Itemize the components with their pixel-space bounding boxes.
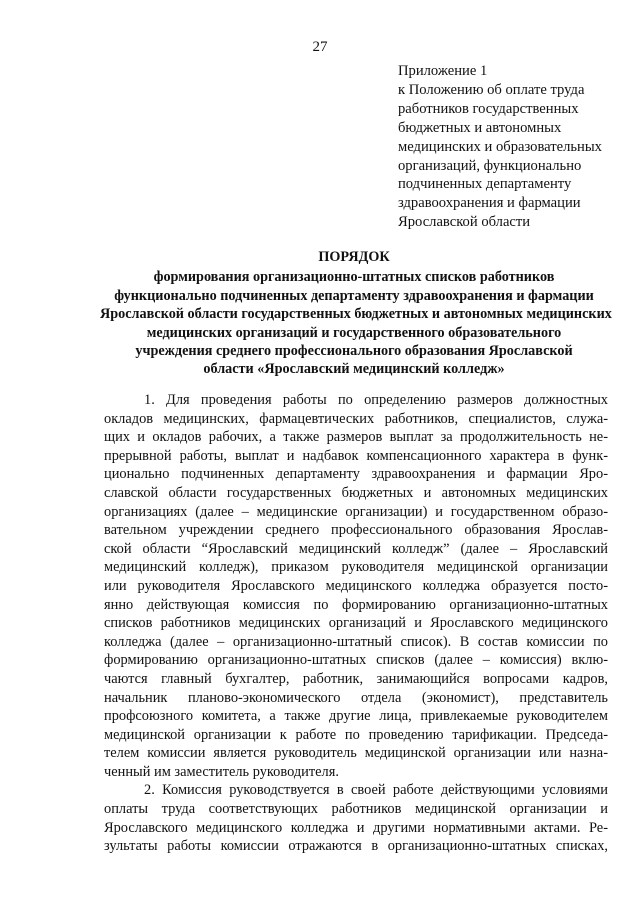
appendix-note	[398, 62, 628, 232]
paragraph-1-line: медицинский колледж), приказом руководителя медицинской организации	[104, 559, 608, 576]
appendix-line: бюджетных и автономных	[398, 119, 562, 136]
paragraph-1-line: организациях (далее – медицинские организации) и государственном образо-	[104, 503, 608, 520]
appendix-line: подчиненных департаменту	[398, 176, 572, 193]
title-line: медицинских организаций и государственного образовательного	[146, 324, 562, 341]
title-heading: ПОРЯДОК	[318, 249, 390, 265]
paragraph-1-line: славской области государственных бюджетных и автономных медицинских	[104, 484, 608, 501]
paragraph-1-line: окладов медицинских, фармацевтических работников, специалистов, служа-	[104, 410, 608, 427]
paragraph-1-line: медицинской организации к работе по проведению тарификации. Председа-	[104, 726, 608, 743]
paragraph-1-line: или руководителя Ярославского медицинского колледжа образуется посто-	[104, 577, 608, 594]
body-text	[104, 391, 608, 856]
appendix-line: Приложение 1	[398, 63, 488, 79]
paragraph-1-line: янно действующая комиссия по формированию организационно-штатных	[104, 596, 608, 613]
appendix-line: Ярославской области	[398, 214, 531, 231]
paragraph-1-line: чаются главный бухгалтер, работник, занимающийся вопросами кадров,	[104, 670, 608, 687]
paragraph-1-line: списков работников медицинских организаций и Ярославского медицинского	[104, 615, 608, 632]
paragraph-1-line: ченный им заместитель руководителя.	[104, 763, 339, 780]
paragraph-1-line: формированию организационно-штатных списков (далее – комиссия) вклю-	[104, 652, 608, 669]
page-number: 27	[312, 39, 328, 55]
paragraph-1-line: щих и окладов рабочих, а также размеров выплат за продолжительность не-	[104, 429, 608, 446]
paragraph-1-line: ской области “Ярославский медицинский колледж” (далее – Ярославский	[104, 540, 608, 557]
paragraph-1-line: 1. Для проведения работы по определению размеров должностных	[144, 392, 608, 408]
paragraph-1-line: начальник планово-экономического отдела (экономист), представитель	[104, 689, 608, 706]
paragraph-1-line: телем комиссии является руководитель медицинской организации или назна-	[104, 745, 608, 762]
paragraph-1-line: колледжа (далее – организационно-штатный список). В состав комиссии по	[104, 633, 608, 650]
appendix-line: здравоохранения и фармации	[398, 195, 581, 212]
title-line: области «Ярославский медицинский колледж»	[203, 361, 505, 378]
appendix-line: работников государственных	[398, 100, 579, 117]
paragraph-2-line: зультаты работы комиссии отражаются в организационно-штатных списках,	[104, 838, 608, 855]
appendix-line: медицинских и образовательных	[398, 138, 602, 155]
paragraph-1-line: ционально подчиненных департаменту здравоохранения и фармации Яро-	[104, 466, 608, 483]
paragraph-1-line: прерывной работы, выплат и надбавок компенсационного характера в функ-	[104, 447, 608, 464]
appendix-line: к Положению об оплате труда	[398, 81, 585, 98]
title-line: функционально подчиненных департаменту здравоохранения и фармации	[114, 287, 594, 304]
document-title	[100, 248, 612, 379]
paragraph-2-line: оплаты труда соответствующих работников медицинской организации и	[104, 801, 608, 818]
title-line: учреждения среднего профессионального образования Ярославской	[135, 343, 573, 360]
title-line: Ярославской области государственных бюджетных и автономных медицинских	[100, 306, 612, 323]
paragraph-1-line: профсоюзного комитета, а также другие лица, привлекаемые руководителем	[104, 708, 608, 725]
paragraph-1-line: вательном учреждении среднего профессионального образования Ярослав-	[104, 522, 608, 539]
paragraph-2-line: 2. Комиссия руководствуется в своей работе действующими условиями	[144, 782, 608, 799]
paragraph-2-line: Ярославского медицинского колледжа и другими нормативными актами. Ре-	[104, 819, 608, 836]
title-line: формирования организационно-штатных списков работников	[153, 269, 555, 286]
appendix-line: организаций, функционально	[398, 157, 582, 174]
